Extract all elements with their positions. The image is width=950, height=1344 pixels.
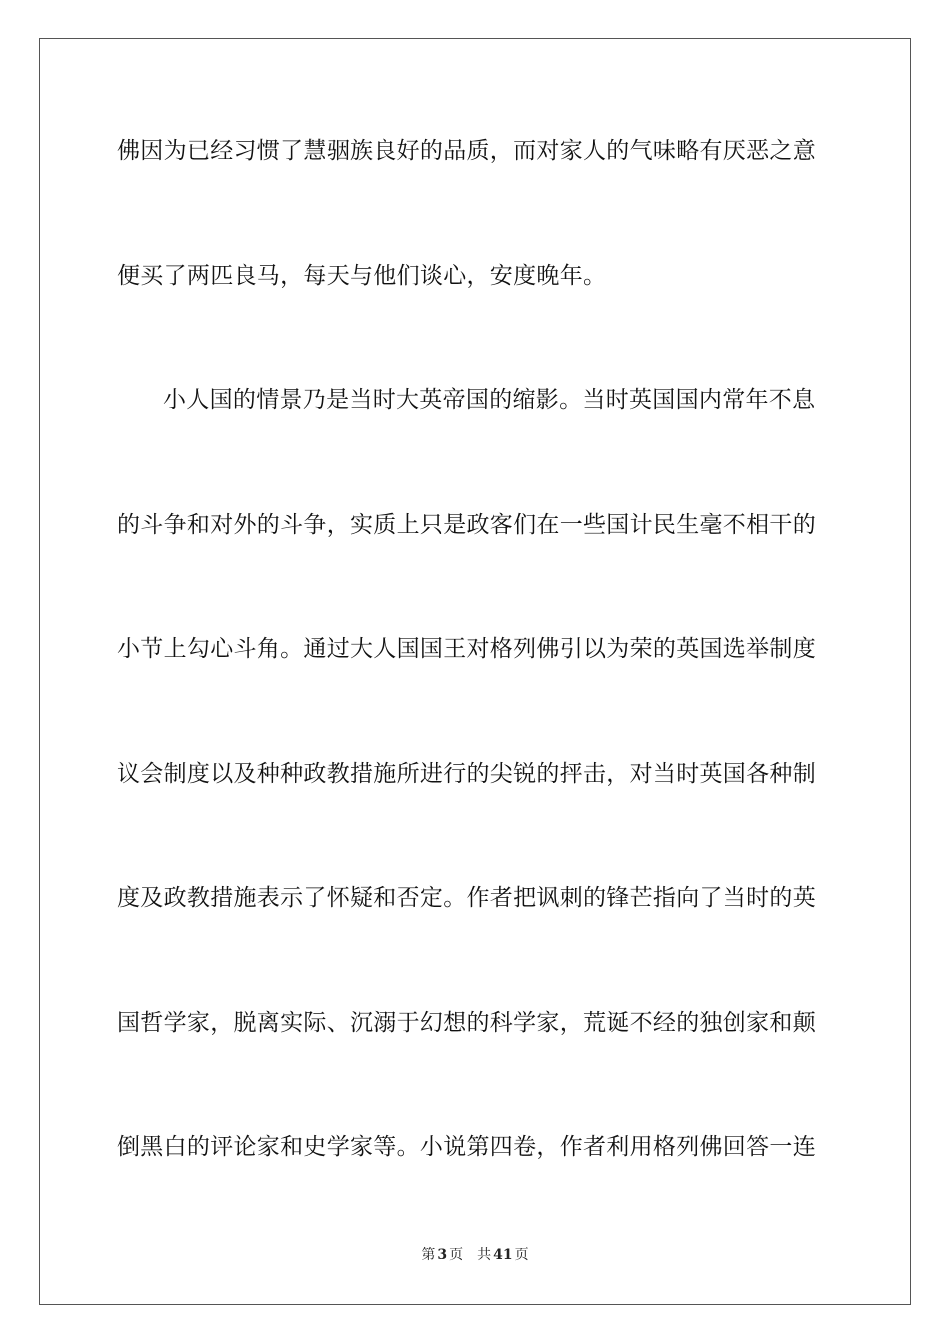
page-suffix: 页 [449, 1247, 464, 1263]
total-suffix: 页 [514, 1247, 529, 1263]
text-line-1: 佛因为已经习惯了慧骃族良好的品质，而对家人的气味略有厌恶之意 [117, 138, 816, 164]
text-line-6: 议会制度以及种种政教措施所进行的尖锐的抨击，对当时英国各种制 [117, 761, 816, 787]
text-line-9: 倒黑白的评论家和史学家等。小说第四卷，作者利用格列佛回答一连 [117, 1134, 816, 1160]
page-prefix: 第 [421, 1247, 436, 1263]
total-prefix: 共 [477, 1247, 492, 1263]
page-frame [39, 38, 911, 1305]
text-line-5: 小节上勾心斗角。通过大人国国王对格列佛引以为荣的英国选举制度 [117, 636, 816, 662]
text-line-8: 国哲学家，脱离实际、沉溺于幻想的科学家，荒诞不经的独创家和颠 [117, 1010, 816, 1036]
total-pages: 41 [493, 1247, 513, 1263]
page-footer [0, 1246, 950, 1264]
text-line-7: 度及政教措施表示了怀疑和否定。作者把讽刺的锋芒指向了当时的英 [117, 885, 816, 911]
text-line-4: 的斗争和对外的斗争，实质上只是政客们在一些国计民生毫不相干的 [117, 512, 816, 538]
page-number: 3 [437, 1247, 448, 1263]
text-line-3: 小人国的情景乃是当时大英帝国的缩影。当时英国国内常年不息 [163, 387, 816, 413]
text-line-2: 便买了两匹良马，每天与他们谈心，安度晚年。 [117, 263, 607, 289]
